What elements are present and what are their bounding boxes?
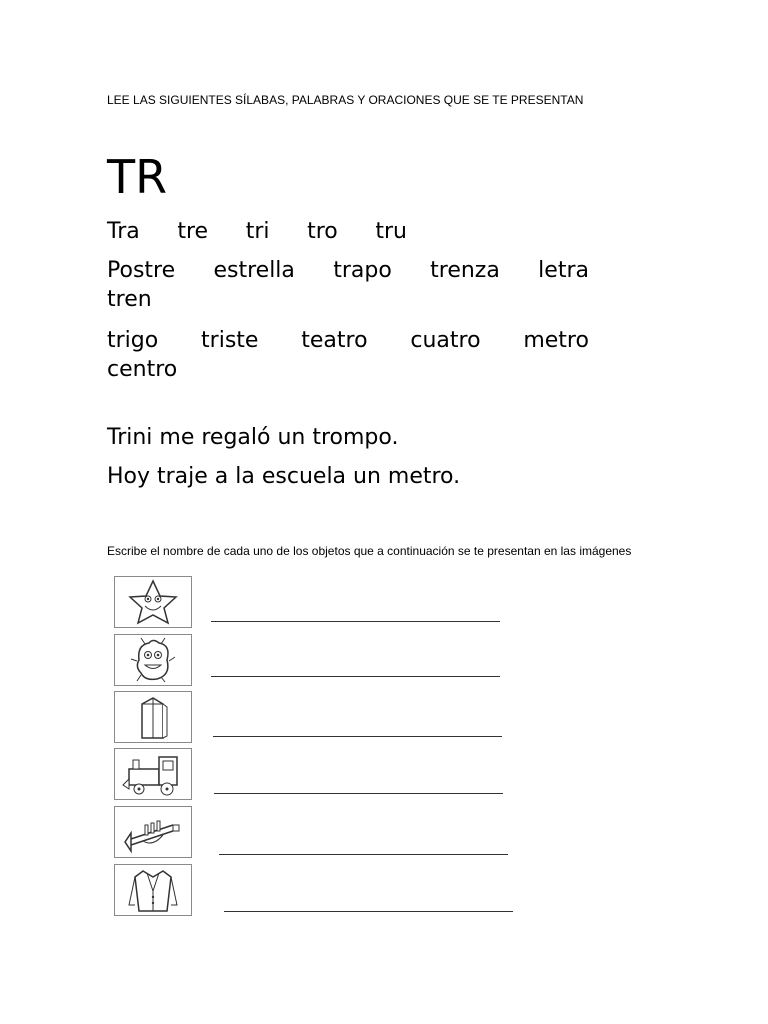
word-row-2 xyxy=(107,328,589,353)
page-title: TR xyxy=(107,150,168,204)
picture-frame xyxy=(114,806,192,858)
word: estrella xyxy=(213,258,295,283)
picture-frame xyxy=(114,634,192,686)
picture-frame xyxy=(114,691,192,743)
syllable: tro xyxy=(307,219,338,244)
answer-line[interactable] xyxy=(219,854,508,855)
word: trenza xyxy=(430,258,500,283)
syllables-row xyxy=(107,219,407,244)
word: teatro xyxy=(301,328,368,353)
word: tren xyxy=(107,287,152,312)
picture-frame xyxy=(114,748,192,800)
train-icon xyxy=(115,749,191,799)
word: letra xyxy=(538,258,589,283)
suit-icon xyxy=(115,865,191,915)
exercise-instruction: Escribe el nombre de cada uno de los objetos que a continuación se te presentan en las imágenes xyxy=(107,544,632,558)
word: trapo xyxy=(333,258,392,283)
syllable: tri xyxy=(245,219,270,244)
word-row-1 xyxy=(107,258,589,283)
word: triste xyxy=(201,328,259,353)
word: trigo xyxy=(107,328,159,353)
picture-frame xyxy=(114,576,192,628)
word: Postre xyxy=(107,258,176,283)
page-instruction: LEE LAS SIGUIENTES SÍLABAS, PALABRAS Y ORACIONES QUE SE TE PRESENTAN xyxy=(107,93,584,107)
picture-frame xyxy=(114,864,192,916)
word: centro xyxy=(107,357,178,382)
milk-carton-icon xyxy=(115,692,191,742)
syllable: Tra xyxy=(107,219,140,244)
answer-line[interactable] xyxy=(211,621,500,622)
word: metro xyxy=(523,328,589,353)
syllable: tre xyxy=(177,219,209,244)
answer-line[interactable] xyxy=(211,676,500,677)
monster-icon xyxy=(115,635,191,685)
answer-line[interactable] xyxy=(214,793,503,794)
trumpet-icon xyxy=(115,807,191,857)
word: cuatro xyxy=(410,328,481,353)
answer-line[interactable] xyxy=(213,736,502,737)
star-icon xyxy=(115,577,191,627)
answer-line[interactable] xyxy=(224,911,513,912)
sentence: Trini me regaló un trompo. xyxy=(107,425,399,450)
syllable: tru xyxy=(375,219,407,244)
sentence: Hoy traje a la escuela un metro. xyxy=(107,464,461,489)
